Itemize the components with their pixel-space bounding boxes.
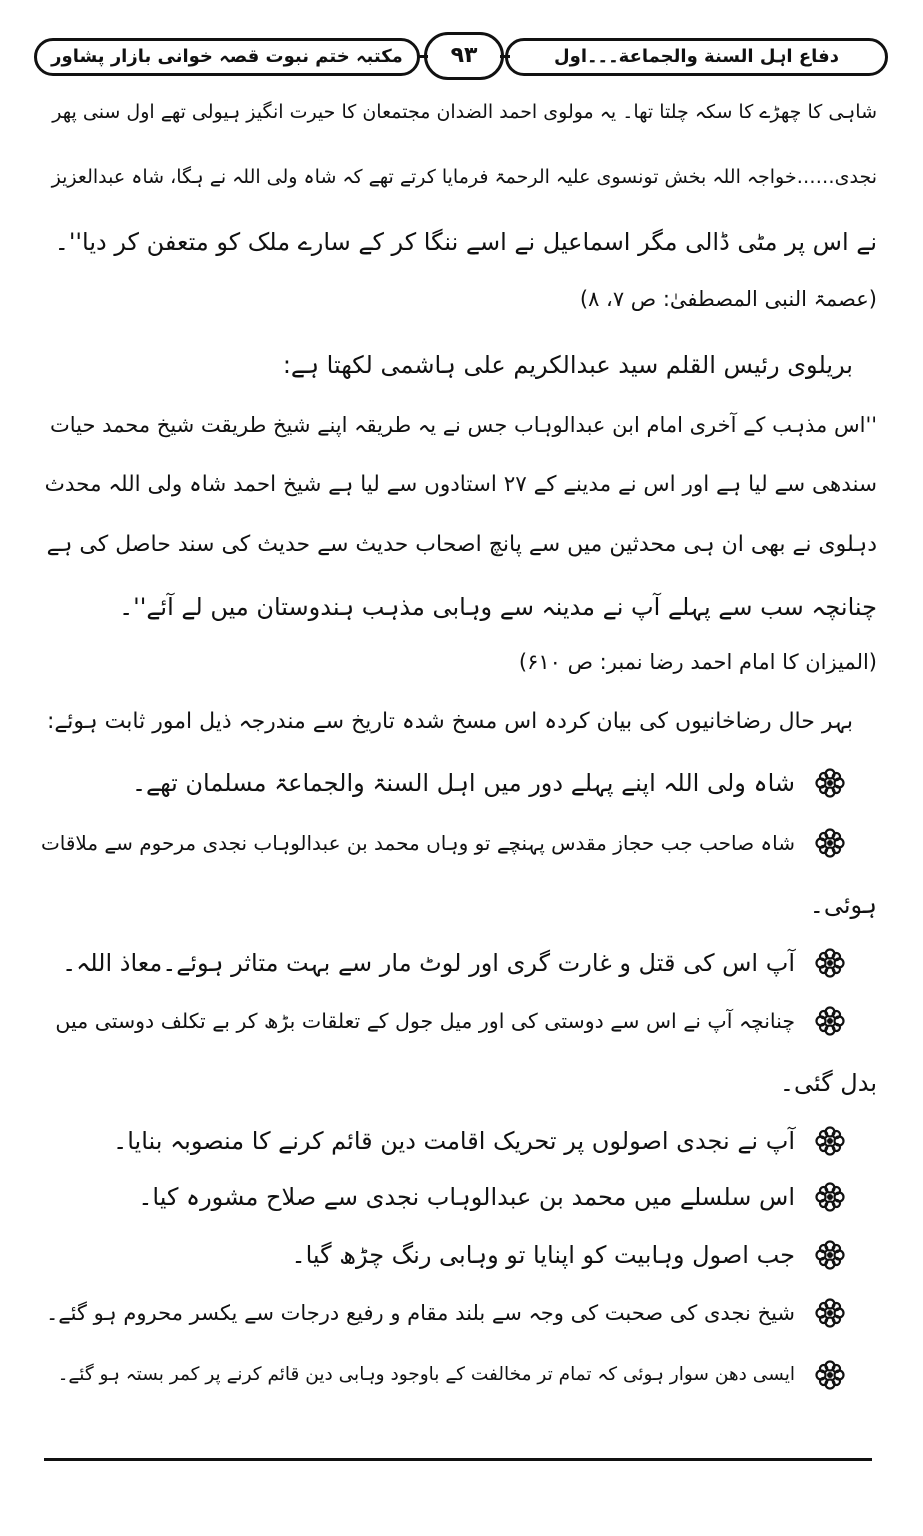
list-item: آپ نے نجدی اصولوں پر تحریک اقامت دین قائم کرنے کا منصوبہ بنایا۔ [113, 1127, 795, 1155]
bullet-ornament-icon [815, 1298, 845, 1328]
bullet-ornament-icon [815, 1360, 845, 1390]
list-item: اس سلسلے میں محمد بن عبدالوہاب نجدی سے صلاح مشورہ کیا۔ [138, 1183, 795, 1211]
list-item-continuation: بدل گئی۔ [779, 1069, 877, 1097]
list-item: شاہ صاحب جب حجاز مقدس پہنچے تو وہاں محمد بن عبدالوہاب نجدی مرحوم سے ملاقات [40, 831, 795, 855]
list-item: ایسی دھن سوار ہوئی کہ تمام تر مخالفت کے باوجود وہابی دین قائم کرنے پر کمر بستہ ہو گئے۔ [57, 1364, 795, 1385]
bullet-ornament-icon [815, 1126, 845, 1156]
bullet-ornament-icon [815, 768, 845, 798]
header-publisher: مکتبہ ختم نبوت قصہ خوانی بازار پشاور [34, 38, 420, 76]
quote-line: دہلوی نے بھی ان ہی محدثین میں سے پانچ اصحاب حدیث سے حدیث کی سند حاصل کی ہے [46, 532, 877, 557]
bullet-ornament-icon [815, 1006, 845, 1036]
list-item: جب اصول وہابیت کو اپنایا تو وہابی رنگ چڑھ گیا۔ [291, 1241, 795, 1269]
bullet-ornament-icon [815, 828, 845, 858]
quote-line: ''اس مذہب کے آخری امام ابن عبدالوہاب جس نے یہ طریقہ اپنے شیخ طریقت شیخ محمد حیات [49, 413, 877, 437]
footer-rule [44, 1458, 872, 1461]
citation: (المیزان کا امام احمد رضا نمبر: ص ۶۱۰) [518, 650, 877, 674]
list-item: شاہ ولی اللہ اپنے پہلے دور میں اہل السنۃ والجماعۃ مسلمان تھے۔ [131, 769, 795, 797]
bullet-ornament-icon [815, 1240, 845, 1270]
bullet-ornament-icon [815, 1182, 845, 1212]
text-line: بہر حال رضاخانیوں کی بیان کردہ اس مسخ شدہ تاریخ سے مندرجہ ذیل امور ثابت ہوئے: [47, 709, 853, 734]
list-item: آپ اس کی قتل و غارت گری اور لوٹ مار سے بہت متاثر ہوئے۔معاذ اللہ۔ [62, 949, 795, 977]
list-item-continuation: ہوئی۔ [809, 891, 877, 919]
page-number: ۹۳ [424, 32, 504, 80]
quote-line: چنانچہ سب سے پہلے آپ نے مدینہ سے وہابی مذہب ہندوستان میں لے آئے''۔ [119, 593, 877, 621]
bullet-ornament-icon [815, 948, 845, 978]
list-item: شیخ نجدی کی صحبت کی وجہ سے بلند مقام و رفیع درجات سے یکسر محروم ہو گئے۔ [45, 1301, 795, 1325]
text-line: شاہی کا چھڑے کا سکہ چلتا تھا۔ یہ مولوی احمد الضدان مجتمعان کا حیرت انگیز ہیولی تھے اول سنی پھر [52, 101, 877, 123]
text-line: بریلوی رئیس القلم سید عبدالکریم علی ہاشمی لکھتا ہے: [282, 351, 853, 379]
text-line: نے اس پر مٹی ڈالی مگر اسماعیل نے اسے ننگا کر کے سارے ملک کو متعفن کر دیا''۔ [54, 228, 877, 256]
text-line: نجدی……خواجہ اللہ بخش تونسوی علیہ الرحمۃ فرمایا کرتے تھے کہ شاہ ولی اللہ نے ہگا، شاہ عبدالعزیز [51, 166, 877, 188]
citation: (عصمۃ النبی المصطفیٰ: ص ۷، ۸) [579, 287, 877, 311]
list-item: چنانچہ آپ نے اس سے دوستی کی اور میل جول کے تعلقات بڑھ کر بے تکلف دوستی میں [55, 1009, 795, 1033]
header-book-title: دفاع اہل السنة والجماعة۔۔۔اول [505, 38, 888, 76]
quote-line: سندھی سے لیا ہے اور اس نے مدینے کے ۲۷ استادوں سے لیا ہے شیخ احمد شاہ ولی اللہ محدث [44, 472, 877, 497]
